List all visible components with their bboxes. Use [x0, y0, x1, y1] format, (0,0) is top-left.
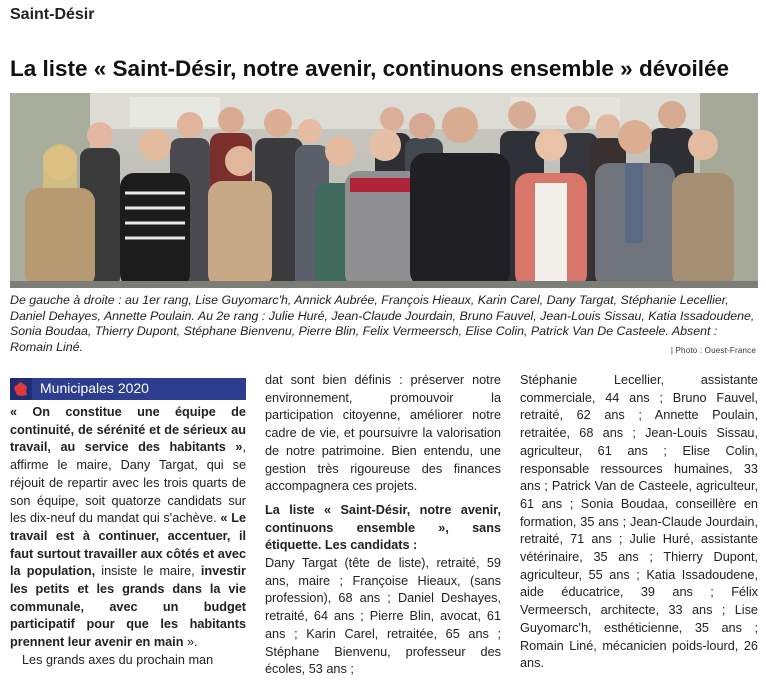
- section-rubric: Saint-Désir: [10, 6, 95, 23]
- section-banner: [10, 378, 246, 400]
- photo-caption: De gauche à droite : au 1er rang, Lise Guyomarc'h, Annick Aubrée, François Hieaux, Karin Carel, Dany Targat, Stéphanie Lecellier, Daniel Dehayes, Annette Poulain. Au 2e rang : Julie Huré, Jean-Claude Jourdain, Bruno Fauvel, Jean-Louis Sissau, Katia Issadoudene, Sonia Boudaa, Thierry Dupont, Stéphane Bienvenu, Pierre Blin, Felix Vermeersch, Elise Colin, Patrick Van De Casteele. Absent : Romain Liné.: [10, 293, 755, 354]
- candidates-list: Stéphanie Lecellier, assistante commerciale, 44 ans ; Bruno Fauvel, retraité, 62 ans ; Annette Poulain, retraitée, 68 ans ; Jean-Louis Sissau, agriculteur, 61 ans ; Elise Colin, responsable ressources humaines, 33 ans ; Patrick Van de Casteele, agriculteur, 61 ans ; Sonia Boudaa, conseillère en formation, 35 ans ; Jean-Claude Jourdain, retraité, 71 ans ; Julie Huré, assistante vétérinaire, 35 ans ; Thierry Dupont, agriculteur, 55 ans ; Katia Issadoudene, aide éducatrice, 39 ans ; Félix Vermeersch, architecte, 33 ans ; Lise Guyomarc'h, esthéticienne, 35 ans ; Romain Liné, mécanicien poids-lourd, 26 ans.: [520, 373, 758, 671]
- article-column-1: [10, 378, 246, 670]
- article-paragraph-1: « On constitue une équipe de continuité, de sérénité et de sérieux au travail, au service des habitants », affirme le maire, Dany Targat, qui se réjouit de repartir avec les trois quarts de son équipe, soit quatorze candidats sur les dix-neuf du mandat qui s'achève. « Le travail est à continuer, accentuer, il faut surtout travailler aux côtés et avec la population, insiste le maire, investir les petits et les grands dans la vie communale, avec un budget participatif pour que les habitants prennent leur avenir en main ».: [10, 405, 246, 650]
- article-column-3: [520, 372, 758, 673]
- france-map-icon: [10, 378, 32, 400]
- group-photo-illustration: [10, 93, 758, 288]
- article-paragraph-2-continued: dat sont bien définis : préserver notre environnement, promouvoir la participation citoyenne, améliorer notre cadre de vie, et poursuivre la valorisation de notre patrimoine. Bien entendu, une gestion très rigoureuse des finances accompagnera ces projets.: [265, 373, 501, 494]
- candidates-list-part-1: Dany Targat (tête de liste), retraité, 59 ans, maire ; Françoise Hieaux, (sans profession), 68 ans ; Daniel Deshayes, retraité, 64 ans ; Pierre Blin, avocat, 61 ans ; Karin Carel, retraitée, 65 ans ; Stéphane Bienvenu, professeur des écoles, 53 ans ;: [265, 556, 501, 677]
- article-headline: La liste « Saint-Désir, notre avenir, continuons ensemble » dévoilée: [10, 56, 729, 81]
- candidates-subheading: La liste « Saint-Désir, notre avenir, continuons ensemble », sans étiquette. Les candidats :: [265, 502, 501, 553]
- article-paragraph-2: Les grands axes du prochain man: [22, 652, 214, 667]
- article-column-2: [265, 372, 501, 679]
- photo-credit: | Photo : Ouest-France: [670, 346, 756, 355]
- group-photo: [10, 93, 758, 288]
- section-banner-label: Municipales 2020: [40, 380, 149, 397]
